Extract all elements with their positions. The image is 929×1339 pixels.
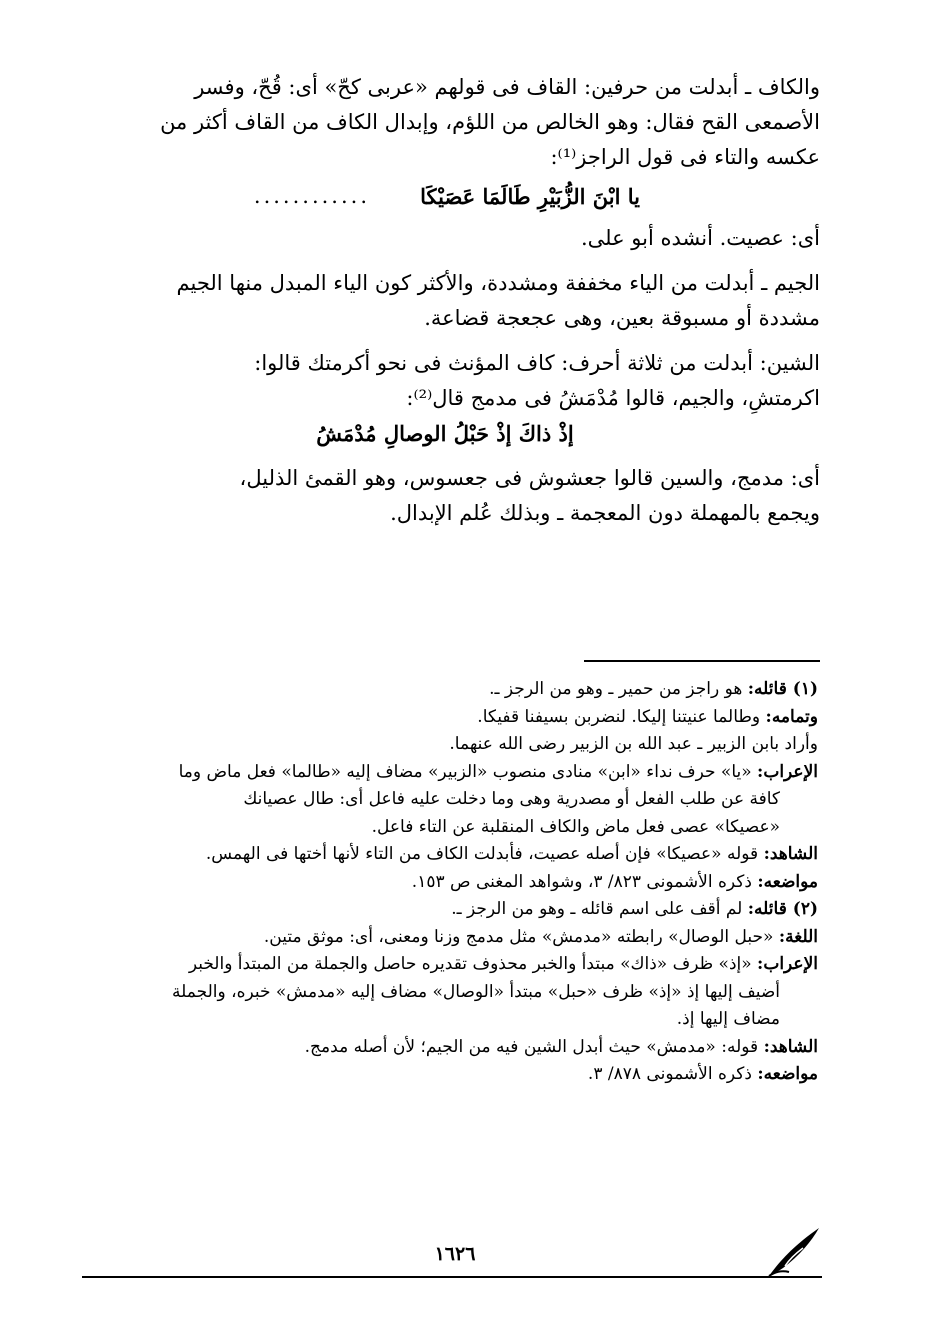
p2-line: أى: عصيت. أنشده أبو على. — [580, 226, 820, 250]
footnote-label: (٢) قائله: — [747, 899, 818, 919]
footnote-text: هو راجز من حمير ـ وهو من الرجز ـ. — [489, 679, 748, 699]
footnote-line — [72, 979, 818, 1007]
footnote-label: الإعراب: — [757, 954, 818, 974]
footnote-line — [72, 1006, 818, 1034]
p3-line-2: مشددة أو مسبوقة بعين، وهى عجعجة قضاعة. — [424, 306, 820, 330]
footnote-text: قوله «عصيكا» فإن أصله عصيت، فأبدلت الكاف من التاء لأنها أختها فى الهمس. — [205, 844, 764, 864]
footnote-line — [72, 759, 818, 787]
p5-line-2: ويجمع بالمهملة دون المعجمة ـ وبذلك عُلم الإبدال. — [390, 501, 820, 525]
p3-line-1: الجيم ـ أبدلت من الياء مخففة ومشددة، والأكثر كون الياء المبدل منها الجيم — [176, 271, 820, 295]
footnote-label: اللغة: — [778, 926, 818, 947]
footnote-label: مواضعه: — [757, 1064, 818, 1084]
footnote-text: «يا» حرف نداء «ابن» منادى منصوب «الزبير» مضاف إليه «طالما» فعل ماض وما — [178, 761, 758, 782]
footnote-label: (١) قائله: — [747, 679, 818, 699]
footnote-text: أضيف إليها إذ «إذ» ظرف «حبل» مبتدأ «الوصال» مضاف إليه «مدمش» خبره، والجملة — [172, 981, 780, 1002]
bottom-rule — [82, 1276, 822, 1278]
footnote-text: وأراد بابن الزبير ـ عبد الله بن الزبير رضى الله عنهما. — [449, 734, 818, 754]
verse-1-hemistich: يا ابْنَ الزُّبَيْرِ طَالَمَا عَصَيْكَا — [420, 184, 640, 209]
footnote-line — [72, 786, 818, 814]
footnote-line — [72, 814, 818, 842]
footnote-line — [72, 841, 818, 869]
footnote-text: «حبل الوصال» رابطته «مدمش» مثل مدمج وزنا ومعنى، أى: موثق متين. — [263, 926, 779, 947]
footnote-label: مواضعه: — [757, 871, 818, 892]
verse-1-dots: ............ — [253, 184, 370, 208]
footnote-text: ذكره الأشمونى ٨٧٨/ ٣. — [587, 1064, 758, 1084]
footnote-label: الإعراب: — [757, 761, 818, 782]
footnote-line — [72, 676, 818, 704]
footnote-line — [72, 1034, 818, 1062]
footnote-line — [72, 1061, 818, 1089]
footnote-label: الشاهد: — [763, 844, 818, 864]
quill-pen-icon — [765, 1222, 825, 1282]
p1-line-1: والكاف ـ أبدلت من حرفين: القاف فى قولهم «عربى كحّ» أى: قُحّ، وفسر — [194, 75, 820, 99]
p4-line-1: الشين: أبدلت من ثلاثة أحرف: كاف المؤنث فى نحو أكرمتك قالوا: — [254, 351, 820, 375]
footnote-label: الشاهد: — [763, 1036, 818, 1057]
footnotes — [72, 676, 818, 1089]
footnote-text: ذكره الأشمونى ٨٢٣/ ٣، وشواهد المغنى ص ١٥٣. — [411, 871, 758, 892]
page-number: ١٦٢٦ — [434, 1243, 476, 1265]
p4-line-2: اكرمتشِ، والجيم، قالوا مُدْمَشُ فى مدمج قال⁽²⁾: — [406, 386, 820, 410]
footnote-line — [72, 924, 818, 952]
footnote-line — [72, 731, 818, 759]
verse-1 — [70, 175, 820, 221]
footnote-line — [72, 704, 818, 732]
footnote-line — [72, 951, 818, 979]
p1-line-3: عكسه والتاء فى قول الراجز⁽¹⁾: — [550, 145, 820, 169]
p5-line-1: أى: مدمج، والسين قالوا جعشوش فى جعسوس، وهو القمئ الذليل، — [239, 466, 820, 490]
footnote-text: مضاف إليها إذ. — [676, 1009, 780, 1029]
p1-line-2: الأصمعى القح فقال: وهو الخالص من اللؤم، وإبدال الكاف من القاف أكثر من — [160, 110, 820, 134]
footnote-text: «إذ» ظرف «ذاك» مبتدأ والخبر محذوف تقديره حاصل والجملة من المبتدأ والخبر — [188, 954, 758, 974]
footnote-separator — [584, 660, 820, 662]
main-text — [70, 70, 820, 531]
footnote-line — [72, 896, 818, 924]
footnote-text: قوله: «مدمش» حيث أبدل الشين فيه من الجيم؛ لأن أصله مدمج. — [304, 1036, 764, 1057]
footnote-text: كافة عن طلب الفعل أو مصدرية وهى وما دخلت عليه فاعل أى: طال عصيانك — [243, 789, 780, 809]
verse-2: إذْ ذاكَ إذْ حَبْلُ الوصالِ مُدْمَشُ — [316, 421, 574, 446]
footnote-text: «عصيكا» عصى فعل ماض والكاف المنقلبة عن التاء فاعل. — [371, 816, 780, 837]
footnote-label: وتمامه: — [765, 706, 818, 727]
footnote-line — [72, 869, 818, 897]
footnote-text: وطالما عنيتنا إليكا. لنضربن بسيفنا قفيكا. — [477, 706, 766, 727]
footnote-text: لم أقف على اسم قائله ـ وهو من الرجز ـ. — [451, 899, 748, 919]
